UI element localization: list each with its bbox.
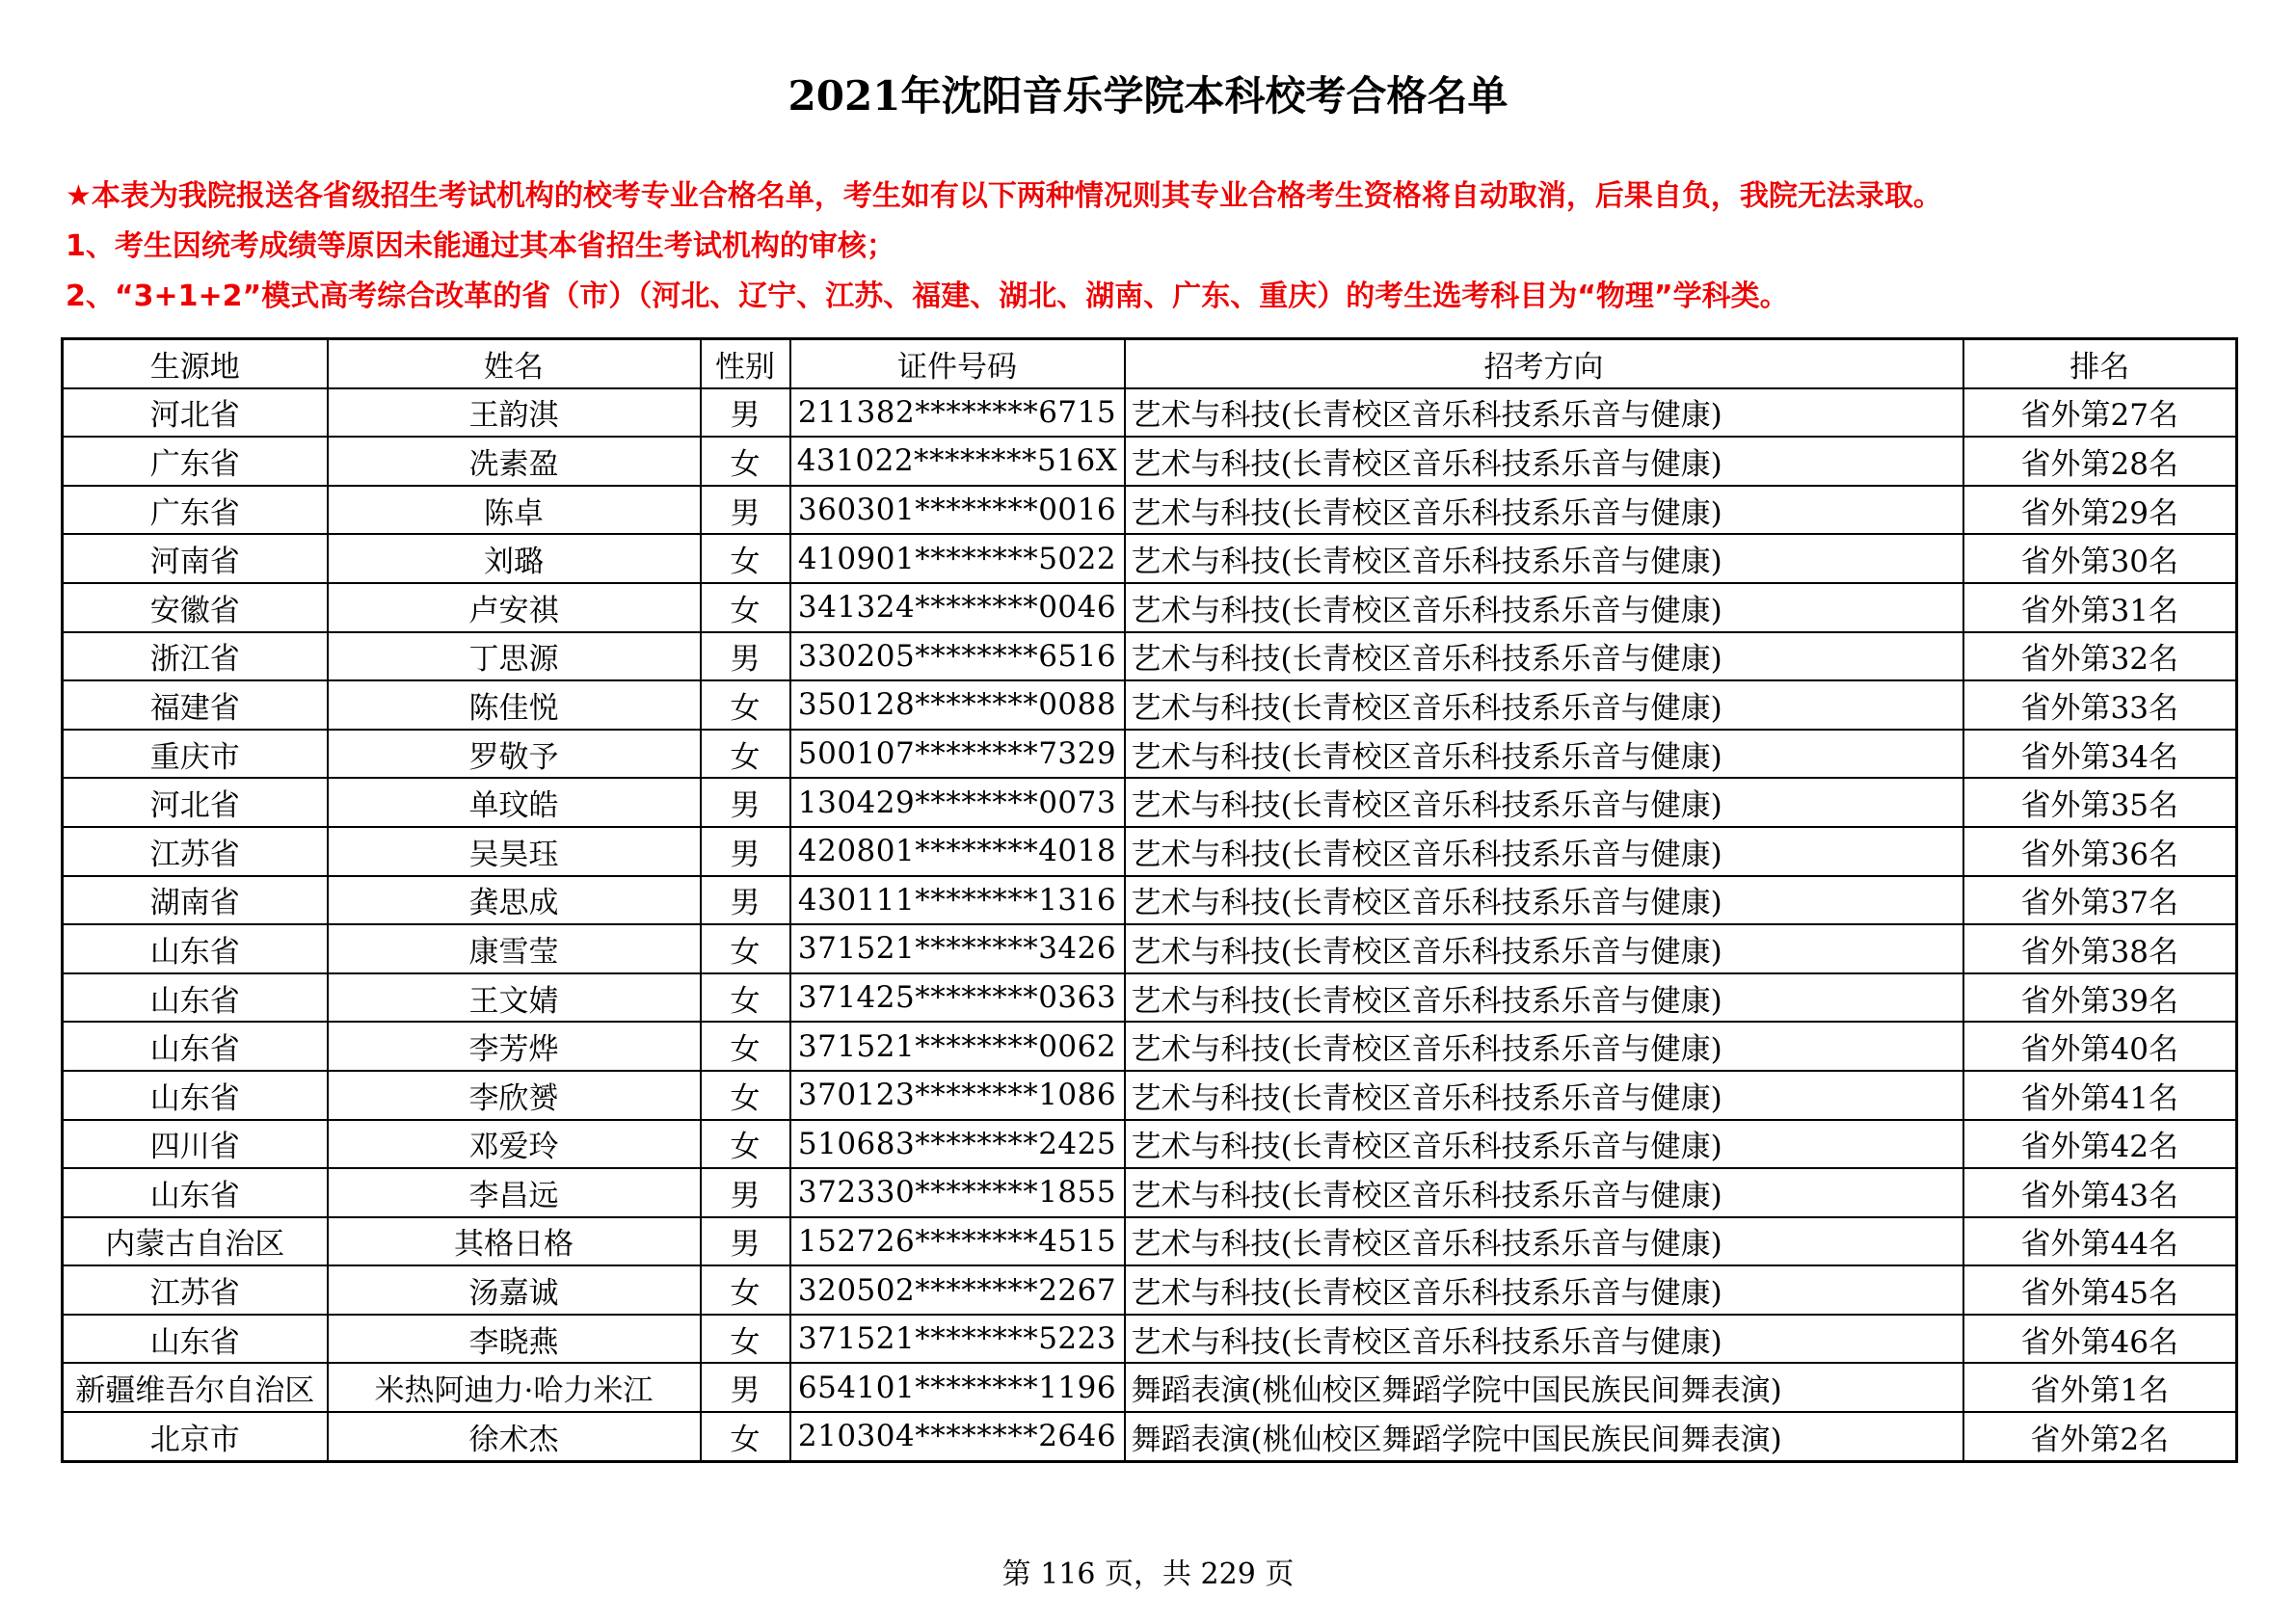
cell-id-number: 152726********4515: [790, 1217, 1125, 1266]
cell-gender: 女: [701, 1022, 790, 1071]
cell-name: 刘璐: [328, 534, 701, 583]
cell-origin: 河南省: [63, 534, 328, 583]
cell-direction: 艺术与科技(长青校区音乐科技系乐音与健康): [1125, 1168, 1963, 1217]
header-gender: 性别: [701, 339, 790, 388]
page-title: 2021年沈阳音乐学院本科校考合格名单: [788, 72, 1508, 120]
cell-origin: 山东省: [63, 1315, 328, 1364]
cell-gender: 女: [701, 680, 790, 730]
cell-id-number: 431022********516X: [790, 437, 1125, 486]
cell-origin: 内蒙古自治区: [63, 1217, 328, 1266]
cell-direction: 艺术与科技(长青校区音乐科技系乐音与健康): [1125, 1315, 1963, 1364]
cell-id-number: 211382********6715: [790, 388, 1125, 438]
cell-origin: 山东省: [63, 1022, 328, 1071]
cell-name: 陈佳悦: [328, 680, 701, 730]
cell-name: 汤嘉诚: [328, 1265, 701, 1315]
cell-id-number: 410901********5022: [790, 534, 1125, 583]
table-row: [63, 388, 2237, 438]
table-row: [63, 680, 2237, 730]
cell-origin: 江苏省: [63, 1265, 328, 1315]
cell-rank: 省外第29名: [1963, 486, 2237, 535]
cell-direction: 艺术与科技(长青校区音乐科技系乐音与健康): [1125, 1265, 1963, 1315]
table-row: [63, 827, 2237, 876]
table-row: [63, 1412, 2237, 1461]
table-row: [63, 583, 2237, 632]
cell-gender: 女: [701, 437, 790, 486]
cell-origin: 湖南省: [63, 876, 328, 925]
cell-direction: 艺术与科技(长青校区音乐科技系乐音与健康): [1125, 1217, 1963, 1266]
table-row: [63, 1120, 2237, 1169]
cell-id-number: 654101********1196: [790, 1363, 1125, 1412]
table-row: [63, 973, 2237, 1023]
header-name: 姓名: [328, 339, 701, 388]
table-row: [63, 632, 2237, 681]
cell-rank: 省外第31名: [1963, 583, 2237, 632]
cell-direction: 艺术与科技(长青校区音乐科技系乐音与健康): [1125, 1071, 1963, 1120]
cell-rank: 省外第44名: [1963, 1217, 2237, 1266]
cell-gender: 男: [701, 876, 790, 925]
header-origin: 生源地: [63, 339, 328, 388]
cell-origin: 河北省: [63, 388, 328, 438]
table-body: [63, 388, 2237, 1462]
cell-gender: 女: [701, 973, 790, 1023]
table-row: [63, 534, 2237, 583]
cell-name: 李昌远: [328, 1168, 701, 1217]
cell-name: 李芳烨: [328, 1022, 701, 1071]
cell-name: 罗敬予: [328, 730, 701, 779]
cell-gender: 女: [701, 1071, 790, 1120]
cell-rank: 省外第30名: [1963, 534, 2237, 583]
table-row: [63, 1363, 2237, 1412]
cell-id-number: 430111********1316: [790, 876, 1125, 925]
cell-id-number: 372330********1855: [790, 1168, 1125, 1217]
cell-id-number: 371425********0363: [790, 973, 1125, 1023]
notice-line-2: 2、“3+1+2”模式高考综合改革的省（市）（河北、辽宁、江苏、福建、湖北、湖南、广东、重庆）的考生选考科目为“物理”学科类。: [66, 280, 1789, 313]
cell-direction: 艺术与科技(长青校区音乐科技系乐音与健康): [1125, 486, 1963, 535]
cell-rank: 省外第36名: [1963, 827, 2237, 876]
cell-direction: 艺术与科技(长青校区音乐科技系乐音与健康): [1125, 1022, 1963, 1071]
cell-name: 王文婧: [328, 973, 701, 1023]
cell-origin: 广东省: [63, 486, 328, 535]
cell-gender: 男: [701, 827, 790, 876]
cell-rank: 省外第42名: [1963, 1120, 2237, 1169]
cell-direction: 艺术与科技(长青校区音乐科技系乐音与健康): [1125, 778, 1963, 827]
cell-rank: 省外第35名: [1963, 778, 2237, 827]
cell-gender: 男: [701, 778, 790, 827]
cell-direction: 艺术与科技(长青校区音乐科技系乐音与健康): [1125, 534, 1963, 583]
cell-rank: 省外第33名: [1963, 680, 2237, 730]
cell-id-number: 420801********4018: [790, 827, 1125, 876]
cell-direction: 舞蹈表演(桃仙校区舞蹈学院中国民族民间舞表演): [1125, 1412, 1963, 1461]
cell-rank: 省外第46名: [1963, 1315, 2237, 1364]
cell-origin: 山东省: [63, 1168, 328, 1217]
cell-gender: 男: [701, 388, 790, 438]
table-row: [63, 924, 2237, 973]
cell-id-number: 130429********0073: [790, 778, 1125, 827]
cell-gender: 女: [701, 534, 790, 583]
cell-direction: 舞蹈表演(桃仙校区舞蹈学院中国民族民间舞表演): [1125, 1363, 1963, 1412]
header-id-number: 证件号码: [790, 339, 1125, 388]
cell-name: 邓爱玲: [328, 1120, 701, 1169]
cell-name: 李晓燕: [328, 1315, 701, 1364]
cell-rank: 省外第37名: [1963, 876, 2237, 925]
cell-id-number: 371521********3426: [790, 924, 1125, 973]
cell-origin: 山东省: [63, 973, 328, 1023]
cell-rank: 省外第40名: [1963, 1022, 2237, 1071]
cell-origin: 山东省: [63, 924, 328, 973]
table-header-row: [63, 339, 2237, 388]
cell-id-number: 370123********1086: [790, 1071, 1125, 1120]
cell-direction: 艺术与科技(长青校区音乐科技系乐音与健康): [1125, 583, 1963, 632]
cell-gender: 女: [701, 1120, 790, 1169]
cell-origin: 江苏省: [63, 827, 328, 876]
cell-name: 陈卓: [328, 486, 701, 535]
cell-gender: 男: [701, 1363, 790, 1412]
cell-name: 卢安祺: [328, 583, 701, 632]
table-row: [63, 1217, 2237, 1266]
cell-direction: 艺术与科技(长青校区音乐科技系乐音与健康): [1125, 730, 1963, 779]
cell-direction: 艺术与科技(长青校区音乐科技系乐音与健康): [1125, 680, 1963, 730]
cell-rank: 省外第32名: [1963, 632, 2237, 681]
cell-name: 徐术杰: [328, 1412, 701, 1461]
cell-gender: 男: [701, 1217, 790, 1266]
cell-name: 米热阿迪力·哈力米江: [328, 1363, 701, 1412]
notice-line-main: ★本表为我院报送各省级招生考试机构的校考专业合格名单，考生如有以下两种情况则其专业合格考生资格将自动取消，后果自负，我院无法录取。: [66, 179, 1942, 213]
cell-gender: 男: [701, 486, 790, 535]
cell-id-number: 500107********7329: [790, 730, 1125, 779]
cell-gender: 女: [701, 1265, 790, 1315]
notice-line-1: 1、考生因统考成绩等原因未能通过其本省招生考试机构的审核；: [66, 229, 895, 263]
cell-rank: 省外第1名: [1963, 1363, 2237, 1412]
cell-name: 康雪莹: [328, 924, 701, 973]
admission-table: [61, 337, 2238, 1463]
cell-origin: 浙江省: [63, 632, 328, 681]
cell-rank: 省外第45名: [1963, 1265, 2237, 1315]
notice-block: [66, 172, 2273, 322]
table-row: [63, 1071, 2237, 1120]
cell-id-number: 341324********0046: [790, 583, 1125, 632]
table-row: [63, 876, 2237, 925]
cell-name: 龚思成: [328, 876, 701, 925]
cell-rank: 省外第34名: [1963, 730, 2237, 779]
cell-direction: 艺术与科技(长青校区音乐科技系乐音与健康): [1125, 437, 1963, 486]
cell-direction: 艺术与科技(长青校区音乐科技系乐音与健康): [1125, 1120, 1963, 1169]
cell-origin: 山东省: [63, 1071, 328, 1120]
cell-direction: 艺术与科技(长青校区音乐科技系乐音与健康): [1125, 876, 1963, 925]
cell-direction: 艺术与科技(长青校区音乐科技系乐音与健康): [1125, 632, 1963, 681]
cell-origin: 福建省: [63, 680, 328, 730]
cell-origin: 新疆维吾尔自治区: [63, 1363, 328, 1412]
table-row: [63, 1168, 2237, 1217]
header-direction: 招考方向: [1125, 339, 1963, 388]
cell-gender: 女: [701, 1412, 790, 1461]
cell-origin: 重庆市: [63, 730, 328, 779]
cell-name: 王韵淇: [328, 388, 701, 438]
table-row: [63, 778, 2237, 827]
page-footer: 第 116 页，共 229 页: [1001, 1557, 1295, 1591]
cell-direction: 艺术与科技(长青校区音乐科技系乐音与健康): [1125, 973, 1963, 1023]
cell-origin: 河北省: [63, 778, 328, 827]
cell-direction: 艺术与科技(长青校区音乐科技系乐音与健康): [1125, 924, 1963, 973]
cell-gender: 女: [701, 730, 790, 779]
cell-gender: 女: [701, 1315, 790, 1364]
cell-rank: 省外第39名: [1963, 973, 2237, 1023]
cell-rank: 省外第43名: [1963, 1168, 2237, 1217]
cell-id-number: 371521********5223: [790, 1315, 1125, 1364]
cell-name: 冼素盈: [328, 437, 701, 486]
cell-rank: 省外第28名: [1963, 437, 2237, 486]
table-row: [63, 1265, 2237, 1315]
cell-origin: 广东省: [63, 437, 328, 486]
cell-id-number: 350128********0088: [790, 680, 1125, 730]
cell-origin: 安徽省: [63, 583, 328, 632]
cell-name: 丁思源: [328, 632, 701, 681]
header-rank: 排名: [1963, 339, 2237, 388]
table-row: [63, 1022, 2237, 1071]
cell-rank: 省外第38名: [1963, 924, 2237, 973]
cell-name: 其格日格: [328, 1217, 701, 1266]
cell-direction: 艺术与科技(长青校区音乐科技系乐音与健康): [1125, 827, 1963, 876]
cell-name: 单玟皓: [328, 778, 701, 827]
cell-gender: 男: [701, 632, 790, 681]
cell-origin: 四川省: [63, 1120, 328, 1169]
cell-direction: 艺术与科技(长青校区音乐科技系乐音与健康): [1125, 388, 1963, 438]
cell-gender: 女: [701, 583, 790, 632]
cell-id-number: 210304********2646: [790, 1412, 1125, 1461]
cell-rank: 省外第27名: [1963, 388, 2237, 438]
cell-origin: 北京市: [63, 1412, 328, 1461]
cell-gender: 女: [701, 924, 790, 973]
cell-id-number: 320502********2267: [790, 1265, 1125, 1315]
table-row: [63, 437, 2237, 486]
cell-name: 吴昊珏: [328, 827, 701, 876]
table-row: [63, 486, 2237, 535]
cell-id-number: 371521********0062: [790, 1022, 1125, 1071]
cell-rank: 省外第2名: [1963, 1412, 2237, 1461]
cell-gender: 男: [701, 1168, 790, 1217]
cell-rank: 省外第41名: [1963, 1071, 2237, 1120]
cell-id-number: 360301********0016: [790, 486, 1125, 535]
table-row: [63, 1315, 2237, 1364]
cell-name: 李欣赟: [328, 1071, 701, 1120]
cell-id-number: 330205********6516: [790, 632, 1125, 681]
table-row: [63, 730, 2237, 779]
cell-id-number: 510683********2425: [790, 1120, 1125, 1169]
